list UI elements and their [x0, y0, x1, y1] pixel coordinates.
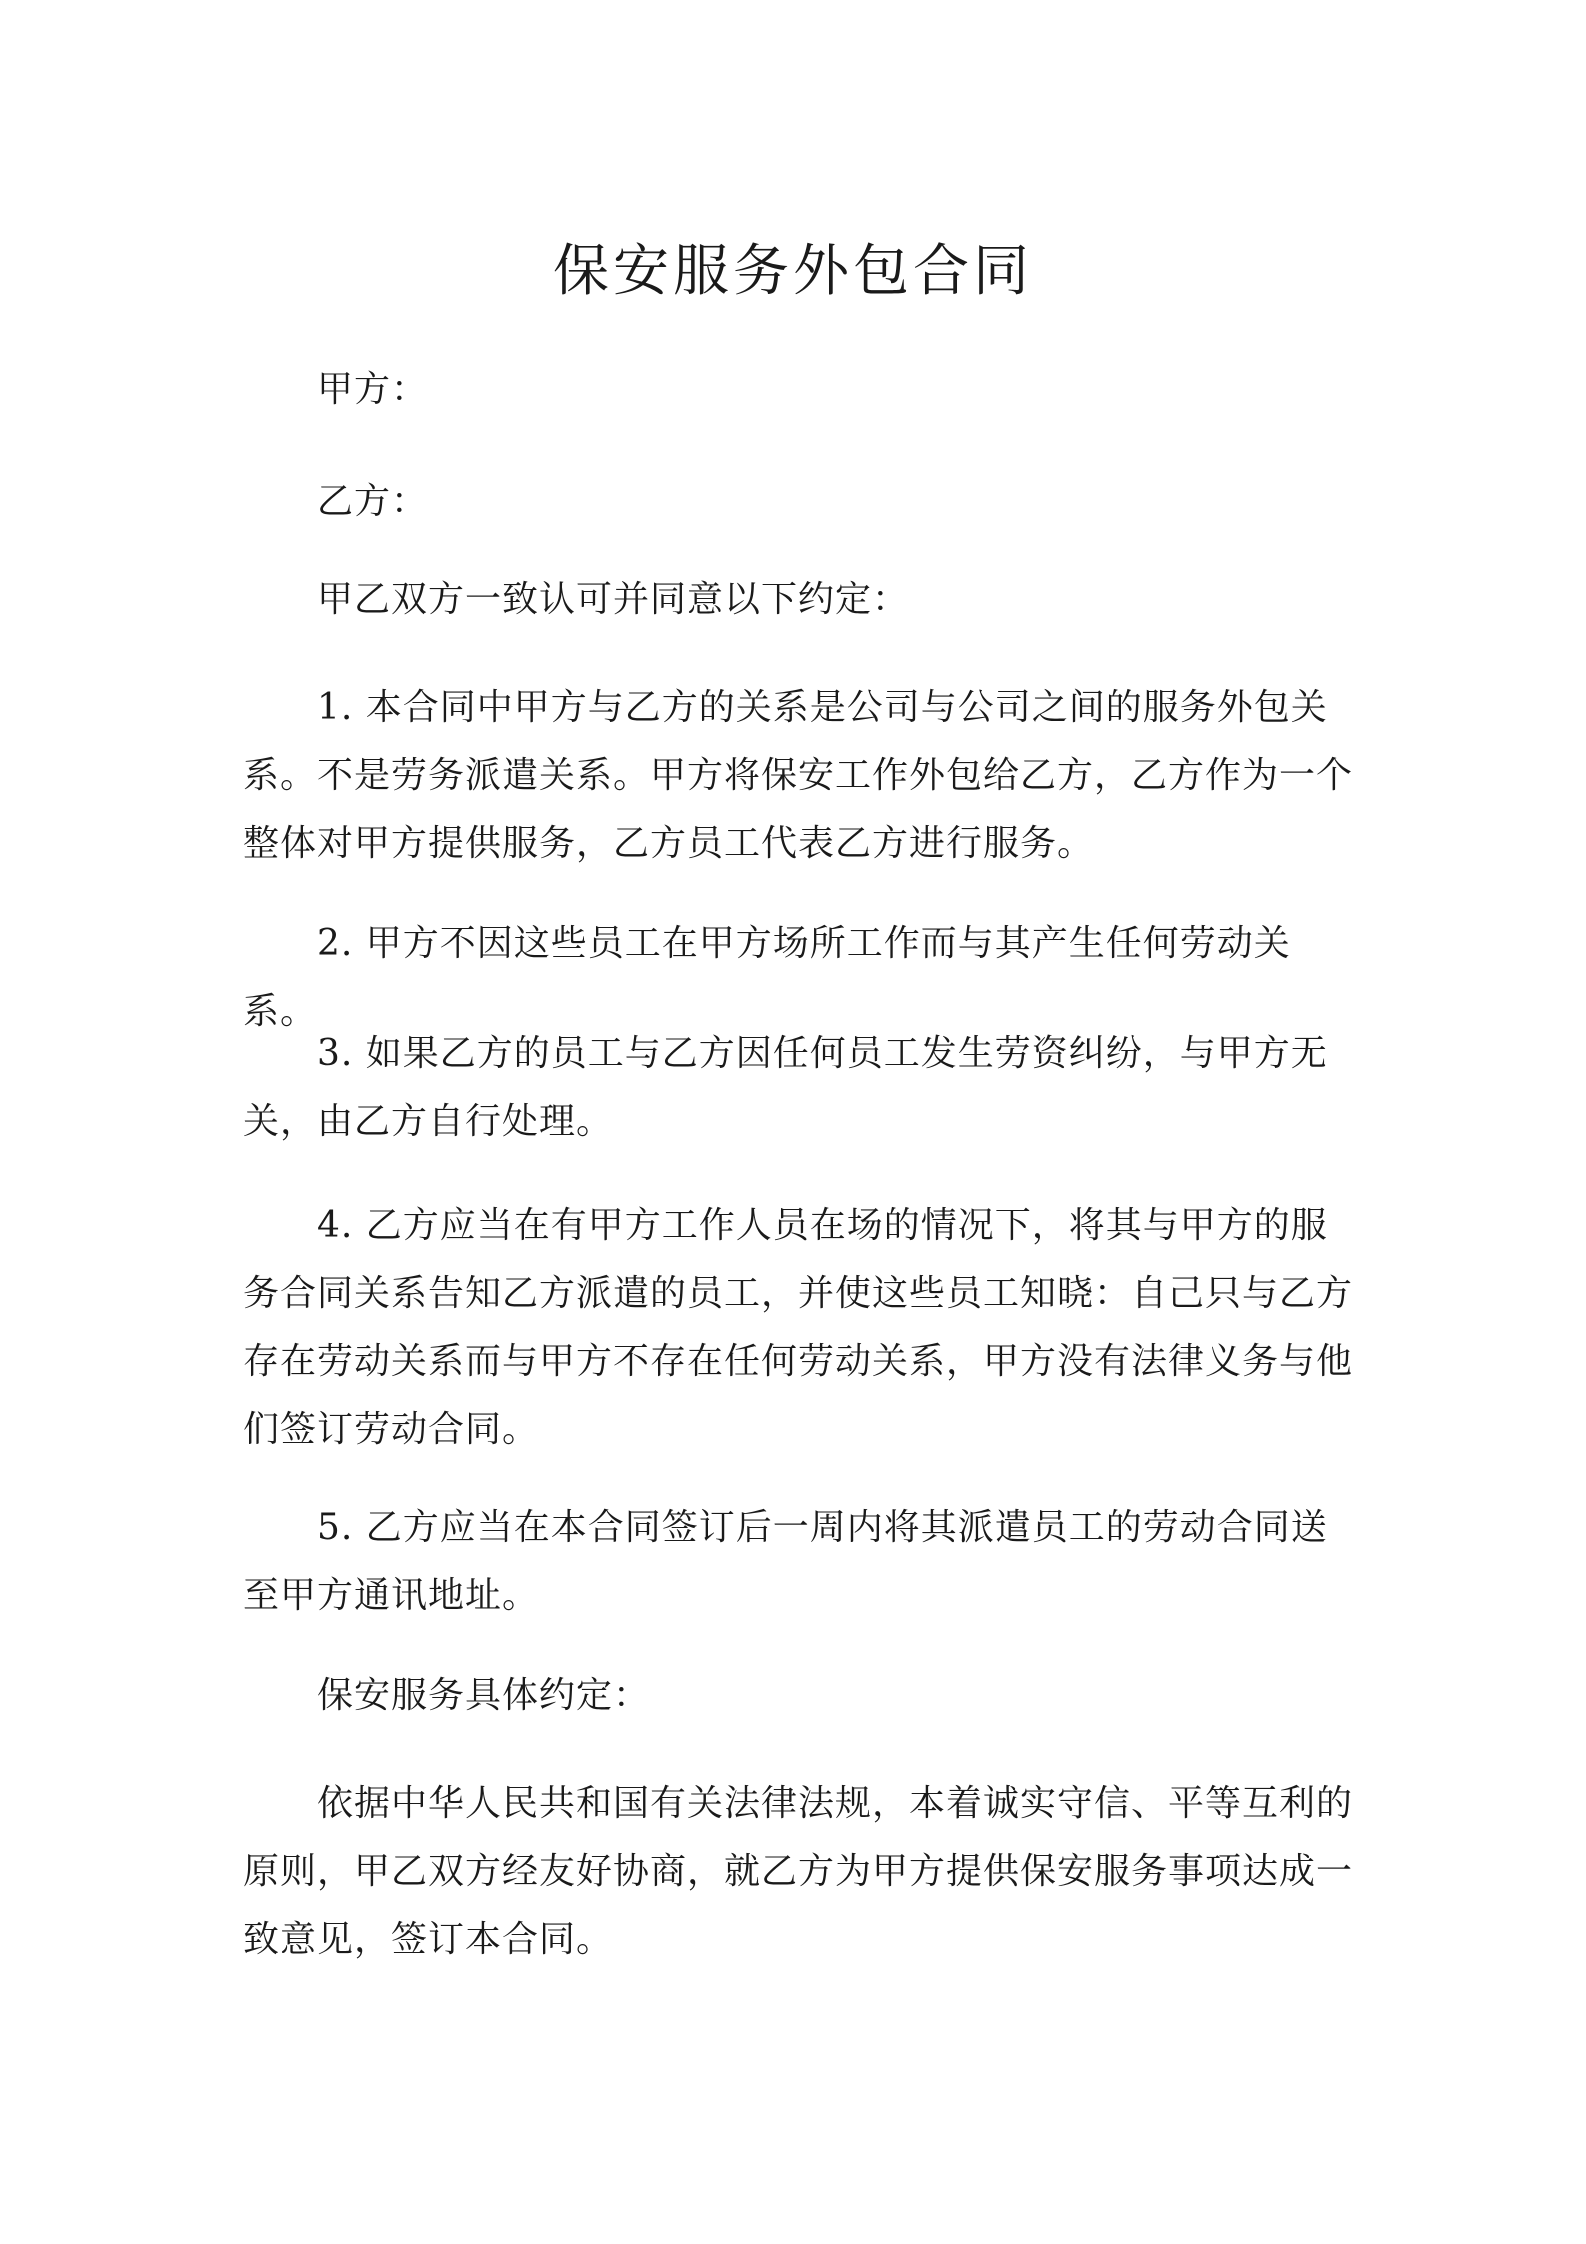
basis-paragraph: 依据中华人民共和国有关法律法规，本着诚实守信、平等互利的原则，甲乙双方经友好协商，就乙方为甲方提供保安服务事项达成一致意见，签订本合同。	[243, 1783, 1354, 1960]
party-b-label: 乙方：	[317, 481, 429, 522]
clause-4: 4. 乙方应当在有甲方工作人员在场的情况下，将其与甲方的服务合同关系告知乙方派遣的员工，并使这些员工知晓：自己只与乙方存在劳动关系而与甲方不存在任何劳动关系，甲方没有法律义务与他们签订劳动合同。	[243, 1205, 1354, 1450]
clause-1: 1. 本合同中甲方与乙方的关系是公司与公司之间的服务外包关系。不是劳务派遣关系。甲方将保安工作外包给乙方，乙方作为一个整体对甲方提供服务，乙方员工代表乙方进行服务。	[243, 687, 1354, 864]
document-title: 保安服务外包合同	[553, 239, 1033, 304]
clause-2: 2. 甲方不因这些员工在甲方场所工作而与其产生任何劳动关系。	[243, 923, 1291, 1032]
clause-5: 5. 乙方应当在本合同签订后一周内将其派遣员工的劳动合同送至甲方通讯地址。	[243, 1507, 1328, 1616]
specific-terms-heading: 保安服务具体约定：	[317, 1675, 651, 1716]
party-a-label: 甲方：	[317, 369, 429, 410]
clause-3: 3. 如果乙方的员工与乙方因任何员工发生劳资纠纷，与甲方无关，由乙方自行处理。	[243, 1033, 1328, 1142]
agreement-intro: 甲乙双方一致认可并同意以下约定：	[317, 579, 910, 620]
